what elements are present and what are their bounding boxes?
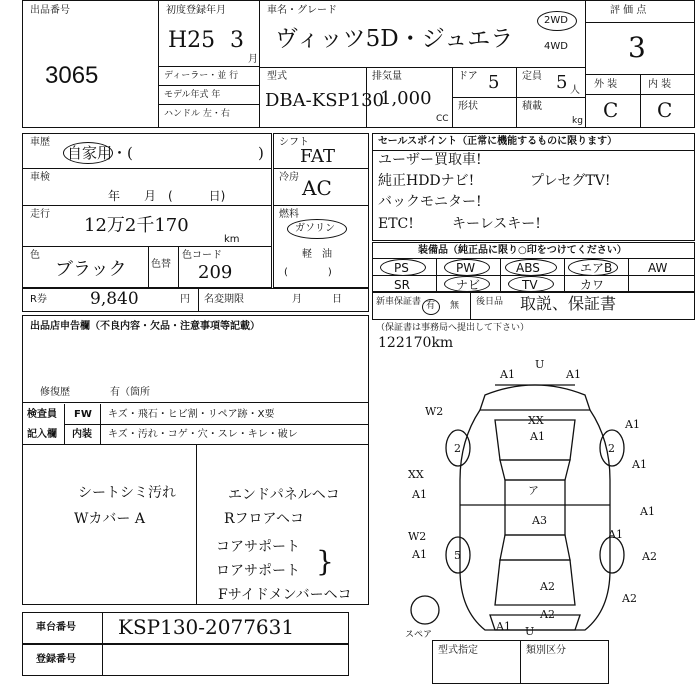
handle-label: ハンドル 左・右 [164, 109, 230, 119]
later-label: 後日品 [476, 297, 504, 307]
car-name-value: ヴィッツ5D・ジュエラ [275, 26, 514, 52]
fuel-gasoline: ガソリン [295, 223, 335, 234]
reg-label: 登録番号 [36, 654, 76, 665]
exterior-value: C [603, 98, 619, 122]
notes-label: 出品店申告欄（不良内容・欠品・注意事項等記載） [30, 321, 260, 332]
equip-airbag: エアB [580, 261, 613, 275]
equip-ps: PS [394, 261, 409, 275]
sales-point-1: ユーザー買取車! [378, 152, 482, 168]
entry-label: 記入欄 [27, 429, 57, 440]
score-label: 評 価 点 [610, 5, 647, 16]
mark-21: A2 [540, 580, 555, 593]
model-label: 型式 [267, 71, 287, 82]
interior-label: 内 装 [648, 79, 672, 90]
sales-label: セールスポイント（正常に機能するものに限ります） [378, 136, 618, 147]
history-label: 車歴 [30, 137, 50, 148]
yen-unit: 円 [180, 294, 190, 305]
mark-5: A1 [530, 430, 545, 443]
fw-items: キズ・飛石・ヒビ割・リペア跡・X要 [108, 409, 275, 420]
mark-12: ア [528, 484, 539, 497]
interior-value: C [657, 98, 673, 122]
mark-16: W2 [408, 530, 427, 543]
warranty-yes: 有 [426, 301, 436, 311]
inspection-label: 車検 [30, 172, 50, 183]
mark-19: A1 [608, 528, 623, 541]
cond-note-1: シートシミ汚れ [78, 485, 176, 501]
later-value: 取説、保証書 [520, 294, 617, 313]
equip-aw: AW [648, 261, 668, 275]
check-label: 検査員 [27, 409, 57, 420]
repair-value: 有（箇所 [110, 387, 150, 398]
capacity-label: 定員 [522, 71, 542, 82]
capacity-unit: 人 [570, 85, 580, 96]
displacement-label: 排気量 [372, 71, 402, 82]
type-designation-label: 型式指定 [438, 645, 478, 656]
chassis-value: KSP130-2077631 [118, 615, 295, 639]
fuel-label: 燃料 [279, 209, 299, 220]
mileage-value: 12万2千170 [84, 215, 189, 236]
mileage-label: 走行 [30, 209, 50, 220]
mark-15: A3 [532, 514, 547, 527]
sales-point-6: キーレスキー! [452, 216, 541, 232]
first-reg-month: 3 [230, 28, 244, 53]
mark-13: A1 [632, 458, 647, 471]
score-value: 3 [628, 31, 646, 64]
mark-22: A2 [622, 592, 637, 605]
mark-7: 2 [454, 442, 461, 455]
mark-10: XX [408, 468, 424, 481]
equipment-label: 装備品（純正品に限り○印をつけてください） [418, 245, 627, 256]
shift-label: シフト [279, 137, 309, 148]
mark-3: A1 [566, 368, 581, 381]
cond-note-3: エンドパネルヘコ [228, 487, 340, 503]
first-reg-year: H25 [168, 28, 216, 53]
cond-note-7: Fサイドメンバーヘコ [218, 587, 352, 603]
load-label: 積載 [522, 101, 542, 112]
cond-note-2: Wカバー A [74, 511, 145, 527]
category-label: 類別区分 [526, 645, 566, 656]
first-reg-label: 初度登録年月 [166, 5, 226, 16]
fw-label: FW [74, 409, 92, 420]
mark-4: XX [528, 414, 544, 427]
drive-2wd: 2WD [544, 15, 568, 26]
brace: } [316, 545, 334, 578]
repair-label: 修復歴 [40, 387, 70, 398]
sales-point-3: プレセグTV! [530, 173, 611, 189]
mark-25: A2 [540, 608, 555, 621]
lot-label: 出品番号 [30, 5, 70, 16]
doors-label: ドア [458, 71, 478, 82]
color-value: ブラック [55, 259, 127, 280]
fuel-paren: ( ) [284, 267, 332, 278]
model-year-label: モデル年式 年 [164, 90, 221, 100]
warranty-label: 新車保証書 [376, 297, 422, 307]
doors-value: 5 [488, 72, 500, 93]
history-close: ) [258, 144, 264, 162]
month-unit: 月 [248, 54, 258, 65]
cond-note-6: ロアサポート [216, 563, 300, 579]
sales-point-5: ETC! [378, 216, 414, 232]
mark-24: U [525, 625, 535, 638]
drive-4wd: 4WD [544, 41, 568, 52]
mark-11: A1 [412, 488, 427, 501]
chassis-label: 車台番号 [36, 622, 76, 633]
mark-2: U [535, 360, 545, 371]
mark-18: 5 [454, 549, 461, 562]
mark-23: A1 [496, 620, 511, 633]
interior-items: キズ・汚れ・コゲ・穴・スレ・キレ・破レ [108, 429, 298, 440]
displacement-value: 1,000 [380, 88, 432, 109]
kg-unit: kg [572, 116, 583, 126]
name-change-fields: 月 日 [292, 294, 342, 305]
model-value: DBA-KSP130 [265, 90, 384, 111]
color-code-value: 209 [198, 262, 233, 283]
cond-note-5: コアサポート [216, 539, 300, 555]
mark-20: A2 [642, 550, 657, 563]
equip-navi: ナビ [456, 278, 481, 292]
color-label: 色 [30, 250, 40, 261]
car-damage-diagram [400, 360, 700, 660]
equip-tv: TV [522, 278, 538, 292]
car-name-label: 車名・グレード [267, 5, 337, 16]
cc-unit: CC [436, 114, 449, 124]
equip-abs: ABS [516, 261, 540, 275]
dealer-label: ディーラー・並 行 [164, 71, 239, 81]
spare-label: スペア [405, 630, 433, 640]
mark-17: A1 [412, 548, 427, 561]
history-value: 自家用・( [67, 144, 133, 162]
interior-row-label: 内装 [72, 429, 92, 440]
equip-cover: カワ [580, 278, 605, 292]
fuel-light: 軽 油 [302, 249, 332, 260]
equip-pw: PW [456, 261, 476, 275]
cond-note-4: Rフロアヘコ [224, 511, 304, 527]
exterior-label: 外 装 [594, 79, 618, 90]
capacity-value: 5 [556, 72, 568, 93]
color-change-label: 色替 [151, 259, 171, 270]
ac-label: 冷房 [279, 172, 299, 183]
mark-9: A1 [625, 418, 640, 431]
notes-written: 122170km [378, 335, 454, 351]
ac-value: AC [302, 176, 332, 200]
inspection-fields: 年 月 ( 日) [108, 189, 226, 203]
mark-14: A1 [640, 505, 655, 518]
shape-label: 形状 [458, 101, 478, 112]
sales-point-2: 純正HDDナビ! [378, 173, 475, 189]
km-unit: km [224, 234, 240, 245]
mark-8: 2 [608, 442, 615, 455]
lot-number: 3065 [45, 62, 99, 89]
recycle-value: 9,840 [90, 289, 139, 309]
name-change-label: 名変期限 [204, 294, 244, 305]
warranty-no: 無 [450, 301, 460, 311]
recycle-label: R券 [30, 294, 47, 305]
sales-point-4: バックモニター! [378, 194, 482, 210]
equip-sr: SR [394, 278, 410, 292]
damage-note-label: （保証書は事務局へ提出して下さい） [376, 323, 530, 333]
mark-6: W2 [425, 405, 444, 418]
color-code-label: 色コード [182, 250, 222, 261]
mark-1: A1 [500, 368, 515, 381]
shift-value: FAT [300, 146, 335, 167]
